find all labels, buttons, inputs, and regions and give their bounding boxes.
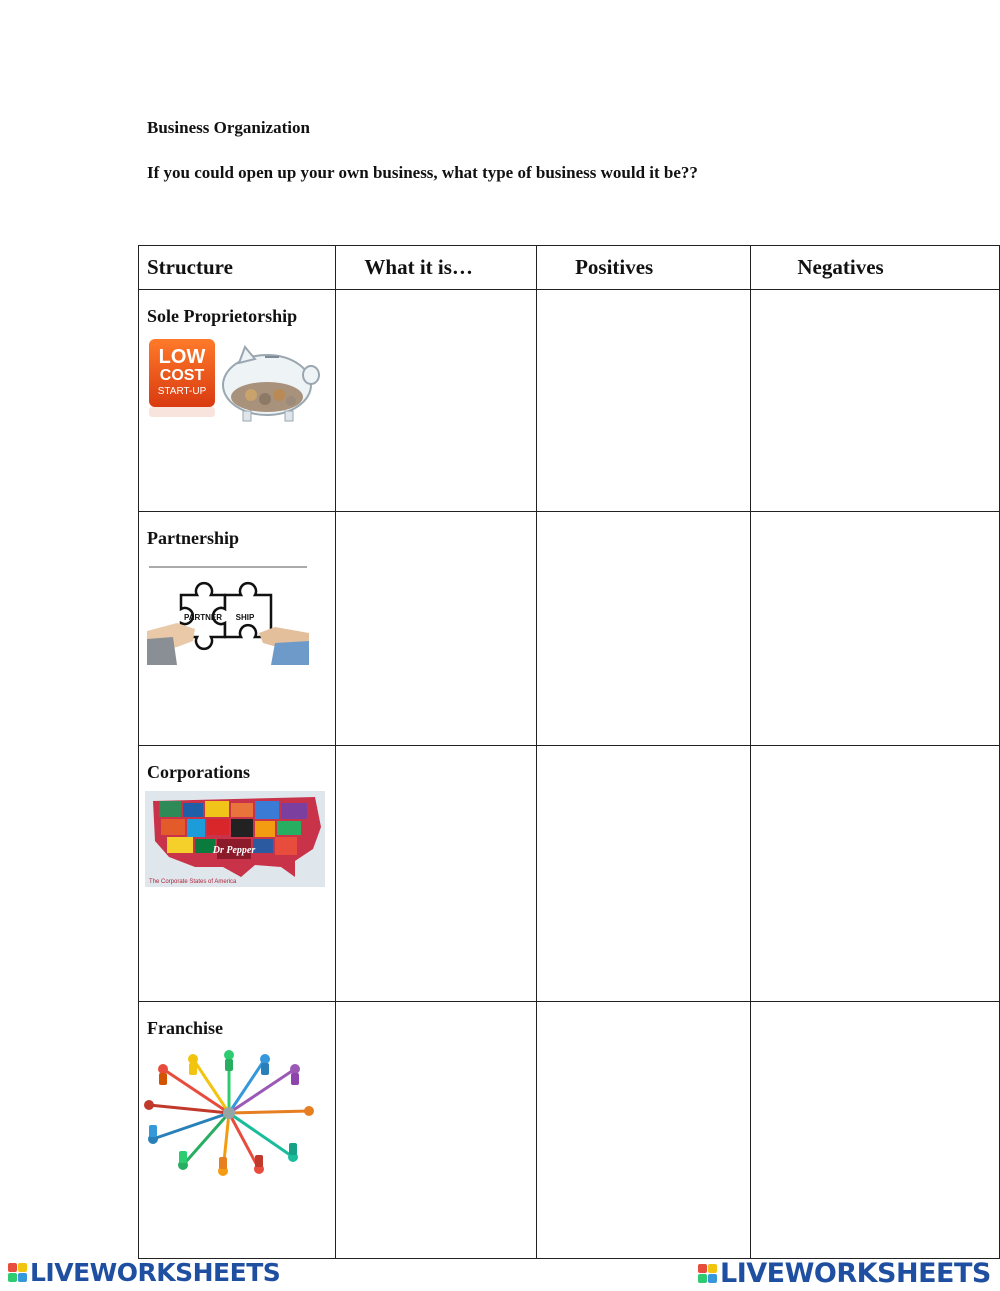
- header-negatives: Negatives: [751, 246, 1000, 290]
- liveworksheets-logo-right: [698, 1258, 991, 1289]
- what-it-is-cell[interactable]: [336, 512, 537, 746]
- map-caption: The Corporate States of America: [149, 879, 237, 885]
- row-label-franchise: Franchise: [147, 1018, 223, 1038]
- positives-cell[interactable]: [537, 1002, 751, 1259]
- document-title: Business Organization: [147, 118, 310, 137]
- what-it-is-cell[interactable]: [336, 290, 537, 512]
- row-label-corporations: Corporations: [147, 762, 250, 782]
- business-structure-table: [138, 245, 1000, 1259]
- row-label-sole-proprietorship: Sole Proprietorship: [147, 306, 298, 326]
- negatives-cell[interactable]: [751, 290, 1000, 512]
- network-people-image: [143, 1049, 315, 1177]
- row-label-partnership: Partnership: [147, 528, 239, 548]
- liveworksheets-brand-text: LIVEWORKSHEETS: [720, 1258, 991, 1289]
- positives-cell[interactable]: [537, 746, 751, 1002]
- negatives-cell[interactable]: [751, 746, 1000, 1002]
- low-cost-piggy-bank-image: [147, 333, 322, 425]
- low-text: LOW: [158, 346, 206, 368]
- cost-text: COST: [159, 367, 205, 384]
- document-question: If you could open up your own business, what type of business would it be??: [147, 163, 698, 182]
- what-it-is-cell[interactable]: [336, 1002, 537, 1259]
- structure-cell: [139, 290, 336, 512]
- liveworksheets-brand-text: LIVEWORKSHEETS: [30, 1258, 281, 1287]
- header-positives: Positives: [537, 246, 751, 290]
- partner-text: PARTNER: [183, 613, 223, 622]
- liveworksheets-logo-left: [8, 1258, 280, 1287]
- table-header-row: [139, 246, 1000, 290]
- structure-cell: [139, 512, 336, 746]
- positives-cell[interactable]: [537, 512, 751, 746]
- header-structure: Structure: [139, 246, 336, 290]
- svg-text:Dr Pepper: Dr Pepper: [212, 845, 256, 856]
- startup-text: START-UP: [157, 386, 207, 397]
- liveworksheets-mark-icon: [8, 1263, 27, 1282]
- positives-cell[interactable]: [537, 290, 751, 512]
- corporate-map-image: [145, 791, 325, 887]
- liveworksheets-mark-icon: [698, 1264, 717, 1283]
- table-row: [139, 746, 1000, 1002]
- structure-cell: [139, 746, 336, 1002]
- ship-text: SHIP: [235, 613, 255, 622]
- structure-cell: [139, 1002, 336, 1259]
- what-it-is-cell[interactable]: [336, 746, 537, 1002]
- negatives-cell[interactable]: [751, 512, 1000, 746]
- table-row: [139, 290, 1000, 512]
- table-row: [139, 512, 1000, 746]
- partnership-puzzle-image: [147, 561, 309, 665]
- table-row: [139, 1002, 1000, 1259]
- header-what-it-is: What it is…: [336, 246, 537, 290]
- negatives-cell[interactable]: [751, 1002, 1000, 1259]
